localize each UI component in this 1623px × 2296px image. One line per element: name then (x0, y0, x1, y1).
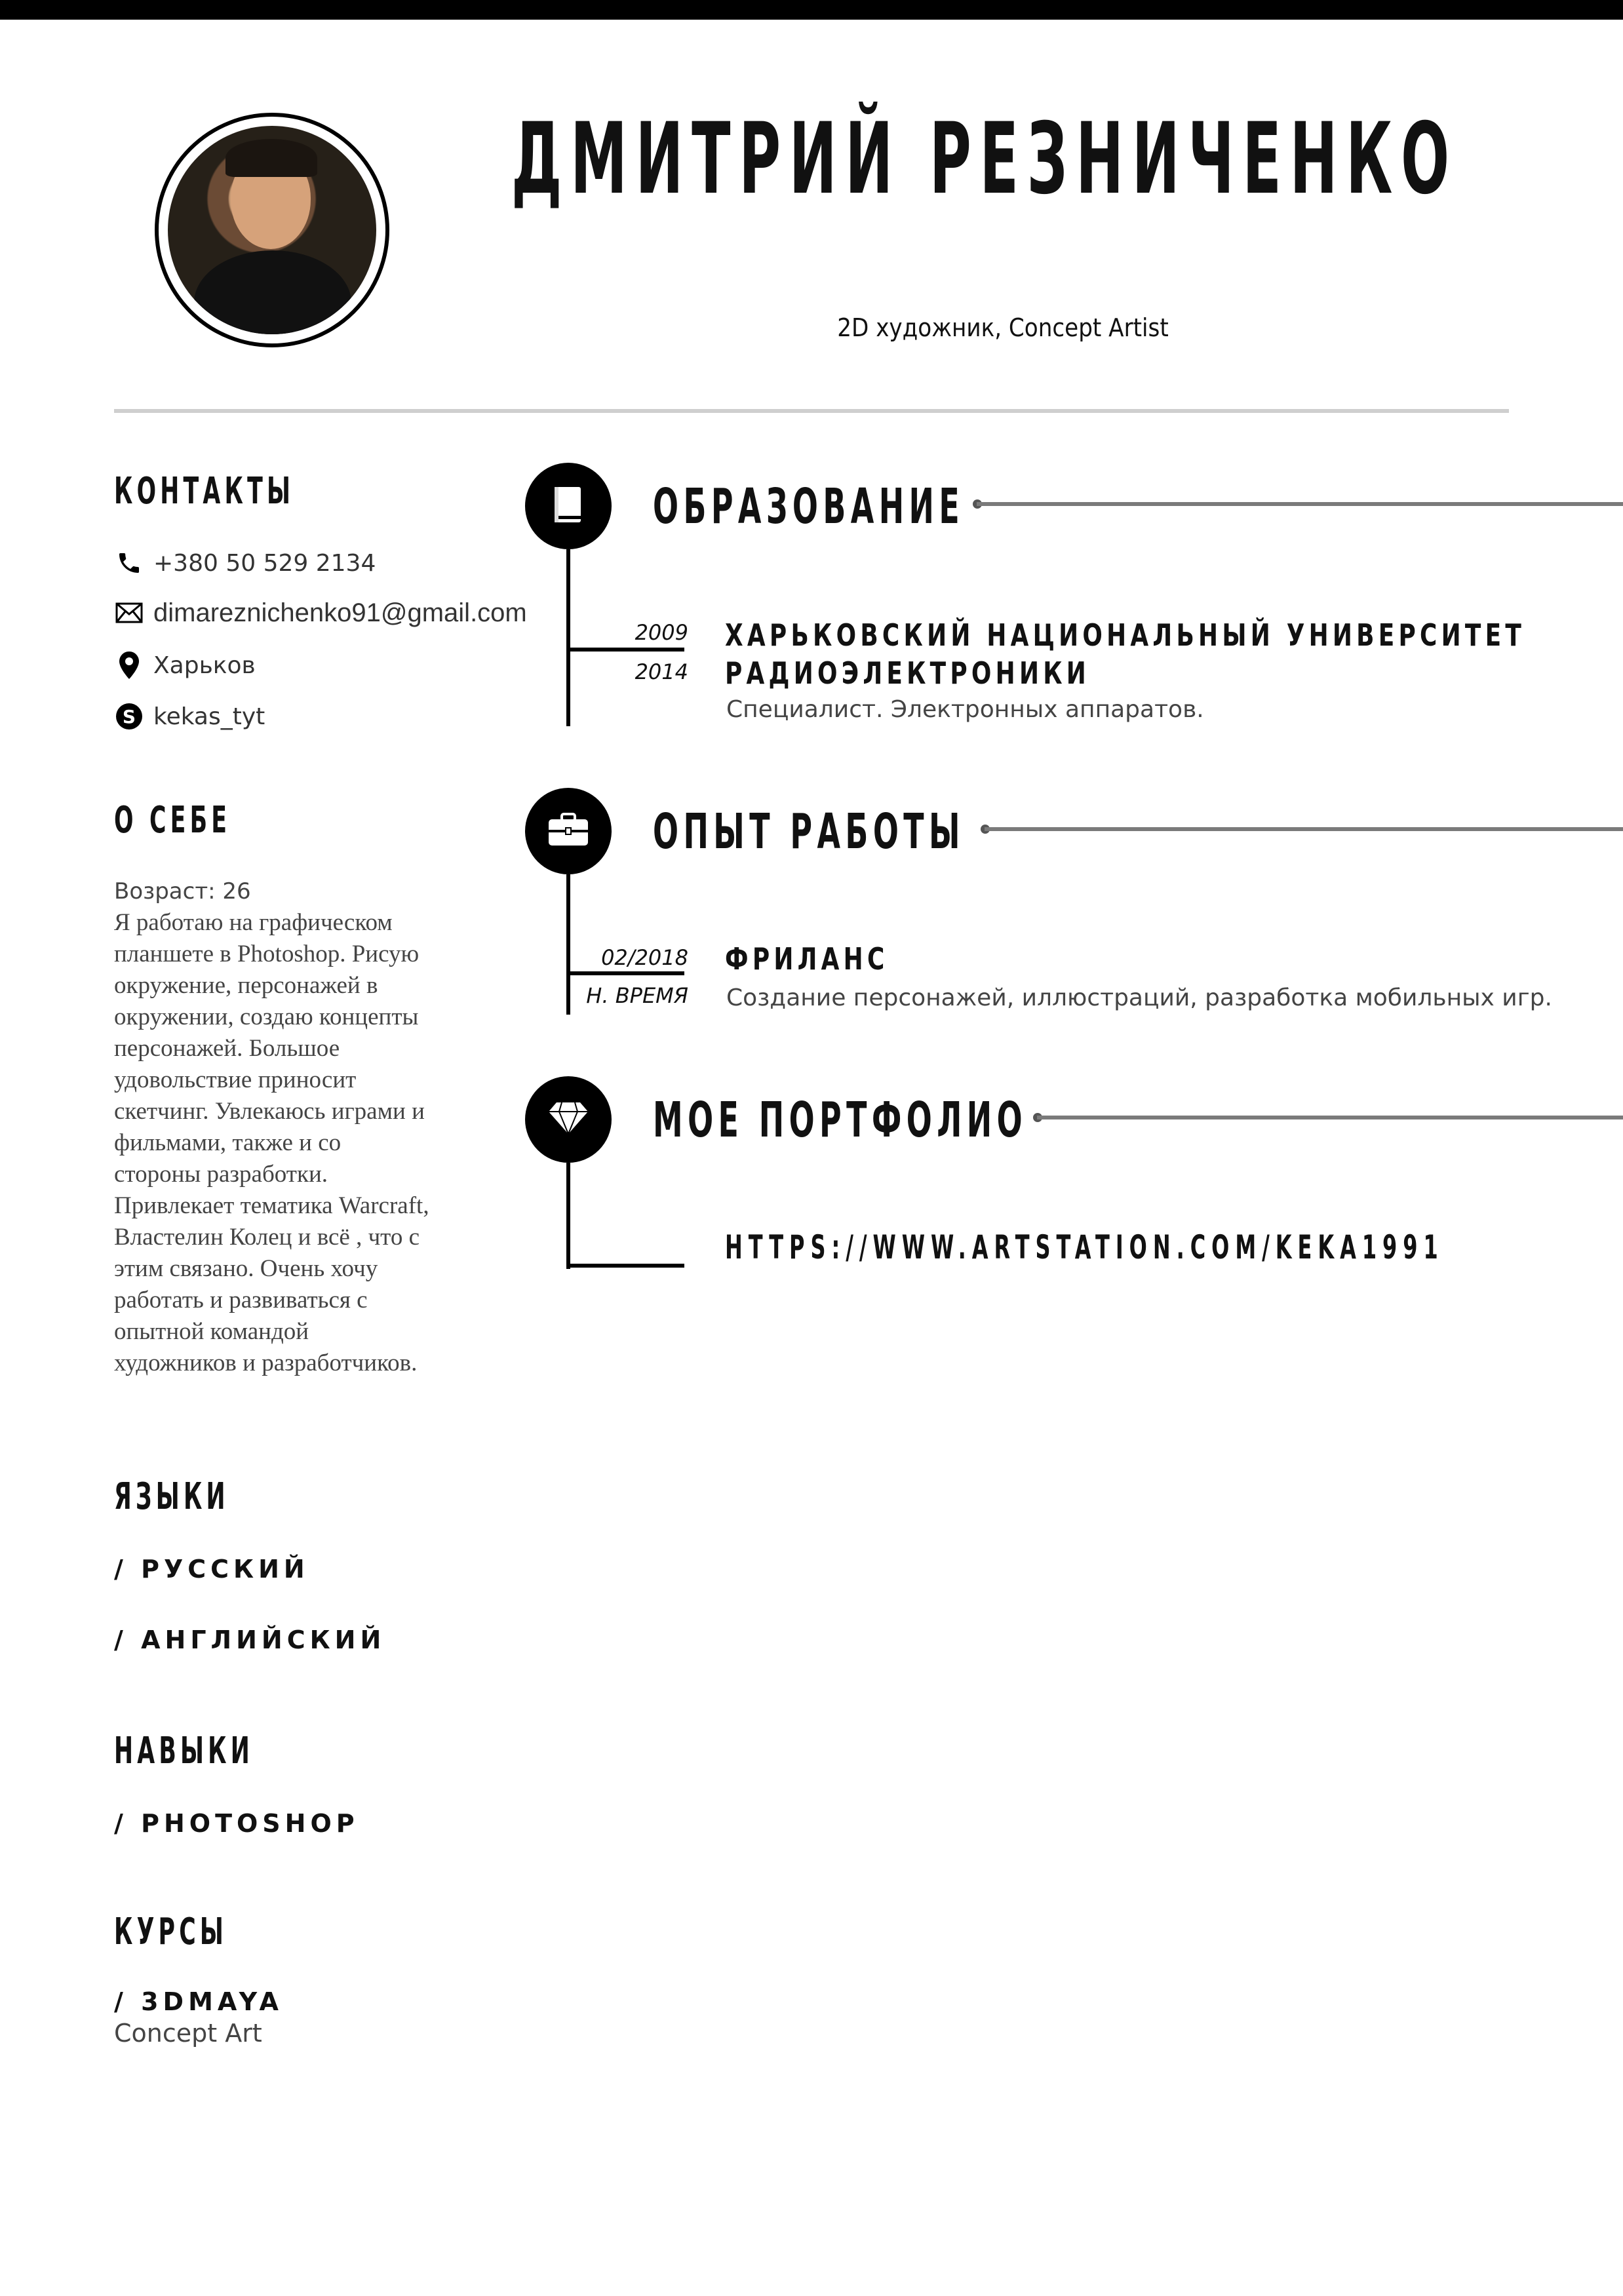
skill-item-photoshop: / PHOTOSHOP (114, 1809, 359, 1838)
page-title: ДМИТРИЙ РЕЗНИЧЕНКО (511, 102, 1458, 216)
education-entry-title (725, 616, 1525, 692)
header-divider (114, 409, 1509, 413)
about-line: стороны разработки. (114, 1161, 328, 1188)
envelope-icon (114, 598, 144, 628)
page-subtitle: 2D художник, Concept Artist (837, 313, 1169, 342)
about-line: скетчинг. Увлекаюсь играми и (114, 1098, 425, 1125)
contacts-heading: КОНТАКТЫ (114, 470, 295, 513)
location-pin-icon (114, 650, 144, 680)
about-age: Возраст: 26 (114, 878, 251, 905)
about-line: удовольствие приносит (114, 1066, 357, 1093)
education-heading: ОБРАЗОВАНИЕ (653, 478, 965, 535)
education-title-line-2: РАДИОЭЛЕКТРОНИКИ (725, 655, 1091, 691)
portfolio-timeline-tick (566, 1264, 684, 1268)
experience-date-start: 02/2018 (601, 945, 688, 970)
contact-phone-text: +380 50 529 2134 (153, 549, 376, 577)
avatar (168, 126, 376, 334)
about-line: окружении, создаю концепты (114, 1003, 419, 1030)
experience-date-end: Н. ВРЕМЯ (586, 983, 688, 1008)
contact-location-text: Харьков (153, 652, 256, 679)
book-icon (552, 486, 585, 527)
courses-heading: КУРСЫ (114, 1911, 228, 1953)
svg-text:S: S (122, 706, 136, 728)
briefcase-icon (547, 813, 589, 850)
skills-heading: НАВЫКИ (114, 1730, 254, 1772)
diamond-icon (547, 1101, 589, 1138)
experience-badge (525, 788, 612, 874)
about-line: фильмами, также и со (114, 1129, 342, 1156)
language-item-english: / АНГЛИЙСКИЙ (114, 1625, 386, 1654)
contact-email-text[interactable]: dimareznichenko91@gmail.com (153, 598, 527, 627)
experience-entry-title: ФРИЛАНС (725, 941, 889, 977)
about-heading: О СЕБЕ (114, 799, 231, 842)
portfolio-heading: МОЕ ПОРТФОЛИО (653, 1092, 1028, 1148)
contact-skype-text[interactable]: kekas_tyt (153, 703, 265, 730)
education-badge (525, 463, 612, 549)
portfolio-link[interactable]: HTTPS://WWW.ARTSTATION.COM/KEKA1991 (725, 1228, 1444, 1266)
about-line: художников и разработчиков. (114, 1350, 418, 1376)
education-rule (977, 502, 1623, 506)
languages-heading: ЯЗЫКИ (114, 1475, 229, 1518)
experience-timeline-tick (566, 971, 684, 975)
about-text (114, 876, 494, 1379)
about-line: планшете в Photoshop. Рисую (114, 941, 420, 967)
portfolio-badge (525, 1076, 612, 1163)
education-title-line-1: ХАРЬКОВСКИЙ НАЦИОНАЛЬНЫЙ УНИВЕРСИТЕТ (725, 617, 1526, 653)
avatar-hair (225, 139, 317, 177)
course-subtitle: Concept Art (114, 2019, 262, 2048)
about-line: Властелин Колец и всё , что с (114, 1224, 420, 1251)
education-timeline-tick (566, 648, 684, 652)
about-line: Привлекает тематика Warcraft, (114, 1192, 429, 1219)
about-line: работать и развиваться с (114, 1287, 368, 1313)
experience-entry-subtitle: Создание персонажей, иллюстраций, разработка мобильных игр. (726, 984, 1552, 1011)
contact-email[interactable] (114, 596, 527, 629)
skype-icon (114, 701, 144, 731)
contact-phone (114, 547, 376, 579)
about-line: опытной командой (114, 1318, 309, 1345)
education-date-start: 2009 (635, 620, 688, 645)
education-date-end: 2014 (635, 659, 688, 684)
language-item-russian: / РУССКИЙ (114, 1555, 309, 1584)
avatar-shirt (194, 250, 351, 334)
experience-heading: ОПЫТ РАБОТЫ (653, 804, 965, 860)
education-entry-subtitle: Специалист. Электронных аппаратов. (726, 696, 1204, 723)
about-line: этим связано. Очень хочу (114, 1255, 378, 1282)
contact-skype[interactable] (114, 700, 265, 733)
experience-rule (985, 827, 1623, 831)
contact-location (114, 649, 256, 682)
top-bar (0, 0, 1623, 20)
about-line: Я работаю на графическом (114, 909, 393, 936)
portfolio-rule (1037, 1116, 1623, 1119)
course-item: / 3DMAYA (114, 1987, 283, 2016)
about-line: окружение, персонажей в (114, 972, 378, 999)
about-line: персонажей. Большое (114, 1035, 340, 1062)
phone-icon (114, 548, 144, 578)
portfolio-timeline-line (566, 1163, 570, 1269)
